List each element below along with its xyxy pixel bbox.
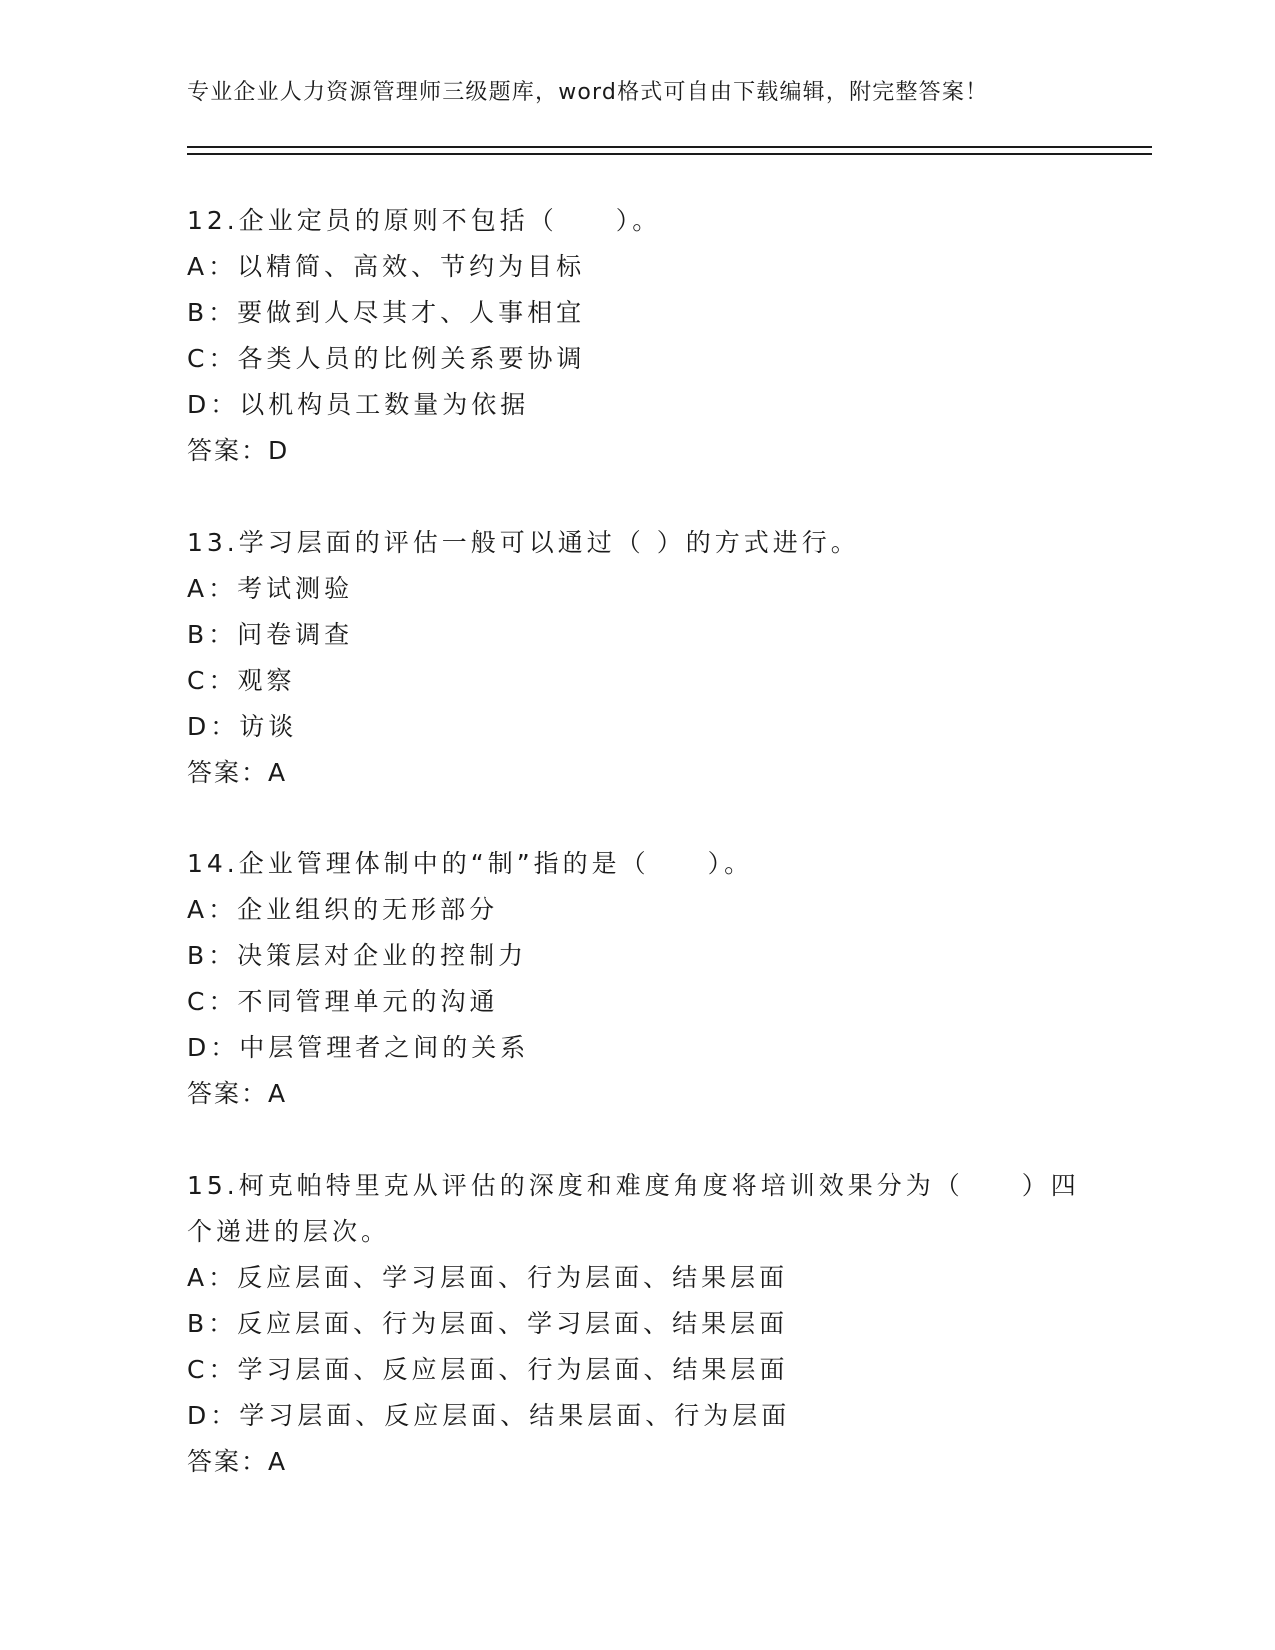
option-d: D：访谈 <box>187 712 298 741</box>
answer-line <box>187 1439 1087 1485</box>
question-stem-continued: 个递进的层次。 <box>187 1217 391 1246</box>
option-c: C：学习层面、反应层面、行为层面、结果层面 <box>187 1355 789 1384</box>
document-header: 专业企业人力资源管理师三级题库，word格式可自由下载编辑，附完整答案！ <box>187 80 989 105</box>
option-c: C：各类人员的比例关系要协调 <box>187 344 586 373</box>
option-d: D：以机构员工数量为依据 <box>187 390 530 419</box>
answer-label: 答案： <box>187 758 269 787</box>
answer-line <box>187 428 1087 474</box>
question-stem: 13.学习层面的评估一般可以通过（ ）的方式进行。 <box>187 528 860 557</box>
question-stem: 12.企业定员的原则不包括（ ）。 <box>187 206 662 235</box>
option-d: D：学习层面、反应层面、结果层面、行为层面 <box>187 1401 791 1430</box>
option-a: A：以精简、高效、节约为目标 <box>187 252 586 281</box>
answer-line <box>187 750 1087 796</box>
question-block <box>187 841 1087 1117</box>
option-a: A：企业组织的无形部分 <box>187 895 499 924</box>
option-c: C：观察 <box>187 666 296 695</box>
answer-value: D <box>268 436 289 465</box>
answer-label: 答案： <box>187 436 269 465</box>
option-b: B：要做到人尽其才、人事相宜 <box>187 298 586 327</box>
answer-label: 答案： <box>187 1079 269 1108</box>
answer-label: 答案： <box>187 1447 269 1476</box>
question-stem: 14.企业管理体制中的“制”指的是（ ）。 <box>187 849 754 878</box>
header-double-rule <box>187 146 1152 155</box>
option-b: B：问卷调查 <box>187 620 354 649</box>
option-c: C：不同管理单元的沟通 <box>187 987 499 1016</box>
answer-value: A <box>268 1079 287 1108</box>
question-block <box>187 198 1087 474</box>
option-b: B：反应层面、行为层面、学习层面、结果层面 <box>187 1309 789 1338</box>
answer-value: A <box>268 758 287 787</box>
question-block <box>187 520 1087 796</box>
option-b: B：决策层对企业的控制力 <box>187 941 528 970</box>
option-a: A：考试测验 <box>187 574 354 603</box>
answer-value: A <box>268 1447 287 1476</box>
option-a: A：反应层面、学习层面、行为层面、结果层面 <box>187 1263 789 1292</box>
answer-line <box>187 1071 1087 1117</box>
option-d: D：中层管理者之间的关系 <box>187 1033 530 1062</box>
question-block <box>187 1163 1087 1485</box>
question-stem: 15.柯克帕特里克从评估的深度和难度角度将培训效果分为（ ）四 <box>187 1171 1080 1200</box>
